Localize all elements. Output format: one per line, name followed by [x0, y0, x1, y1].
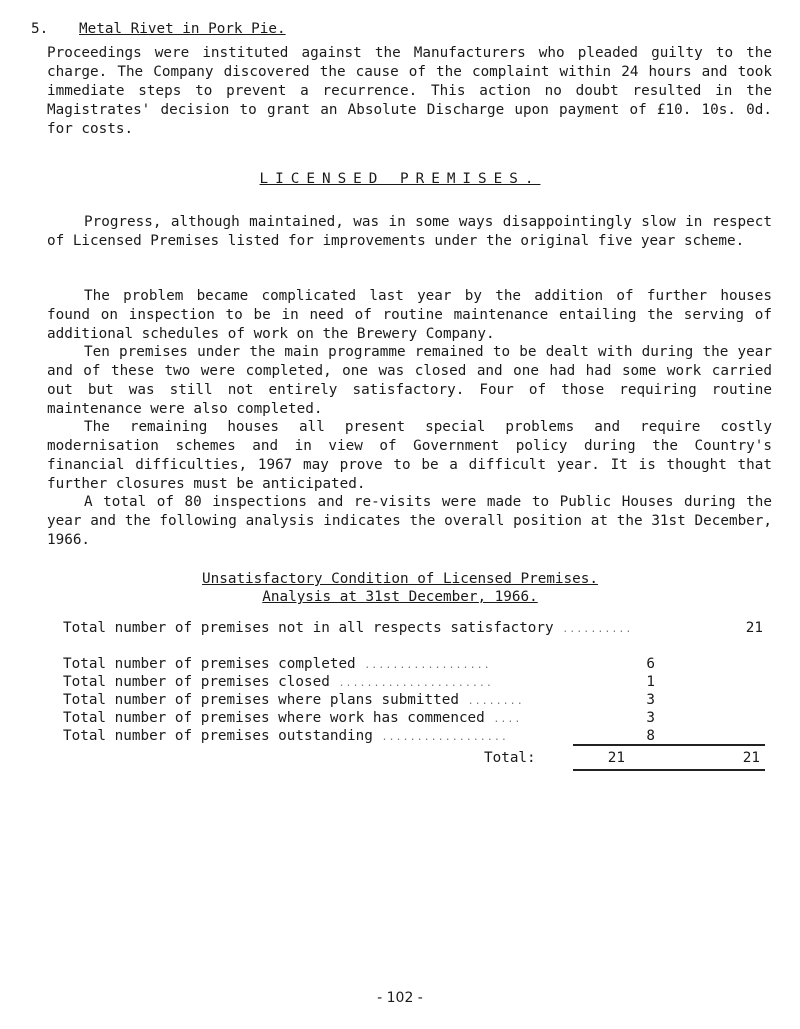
total-subtotal-value: 21 [607, 750, 625, 766]
row-label: Total number of premises where work has commenced [63, 710, 485, 726]
paragraph-progress: Progress, although maintained, was in some ways disappointingly slow in respect of Licensed Premises listed for improvements under the original five year scheme. [47, 214, 772, 249]
row-leader-dots: .................. [364, 660, 491, 671]
table-title: Unsatisfactory Condition of Licensed Premises. [202, 571, 598, 587]
page-number: - 102 - [377, 990, 423, 1006]
total-top-rule [573, 744, 765, 746]
table-row [63, 673, 763, 693]
table-row [63, 709, 763, 729]
table-subtitle: Analysis at 31st December, 1966. [262, 589, 538, 605]
section-5-heading [31, 20, 286, 39]
total-value: 21 [742, 750, 760, 766]
row-leader-dots: .................. [381, 732, 508, 743]
total-bottom-rule [573, 769, 765, 771]
paragraph-problem: The problem became complicated last year by the addition of further houses found on inspection to be in need of routine maintenance entailing the serving of additional schedules of work on the Brewery Company. [47, 288, 772, 342]
table-row [63, 655, 763, 675]
row-label: Total number of premises outstanding [63, 728, 373, 744]
row-label: Total number of premises closed [63, 674, 330, 690]
row-leader-dots: .... [493, 714, 522, 725]
row-value: 3 [646, 710, 655, 726]
section-heading-title: Metal Rivet in Pork Pie. [79, 21, 286, 37]
row-value: 1 [646, 674, 655, 690]
row-value: 21 [745, 620, 763, 636]
row-label: Total number of premises not in all respects satisfactory [63, 620, 554, 636]
row-leader-dots: ........ [467, 696, 524, 707]
paragraph-pork-pie-proceedings: Proceedings were instituted against the Manufacturers who pleaded guilty to the charge. The Company discovered the cause of the complaint within 24 hours and took immediate steps to prevent a recurrence. This action no doubt resulted in the Magistrates' decision to grant an Absolute Discharge upon payment of £10. 10s. 0d. for costs. [47, 45, 772, 137]
total-label: Total: [484, 750, 536, 766]
paragraph-remaining-houses: The remaining houses all present special problems and require costly modernisation schemes and in view of Government policy during the Country's financial difficulties, 1967 may prove to be a difficult year. It is thought that further closures must be anticipated. [47, 419, 772, 492]
licensed-premises-title: LICENSED PREMISES. [259, 171, 541, 187]
row-label: Total number of premises where plans submitted [63, 692, 459, 708]
table-row [63, 691, 763, 711]
row-label: Total number of premises completed [63, 656, 356, 672]
row-value: 8 [646, 728, 655, 744]
row-value: 3 [646, 692, 655, 708]
paragraph-ten-premises: Ten premises under the main programme remained to be dealt with during the year and of these two were completed, one was closed and one had had some work carried out but was still not entirely satisfactory. Four of those requiring routine maintenance were also completed. [47, 344, 772, 417]
table-row [63, 619, 763, 639]
row-leader-dots: .......... [562, 624, 633, 635]
row-leader-dots: ...................... [338, 678, 493, 689]
row-value: 6 [646, 656, 655, 672]
paragraph-inspections: A total of 80 inspections and re-visits were made to Public Houses during the year and the following analysis indicates the overall position at the 31st December, 1966. [47, 494, 772, 548]
section-number: 5. [31, 21, 49, 37]
